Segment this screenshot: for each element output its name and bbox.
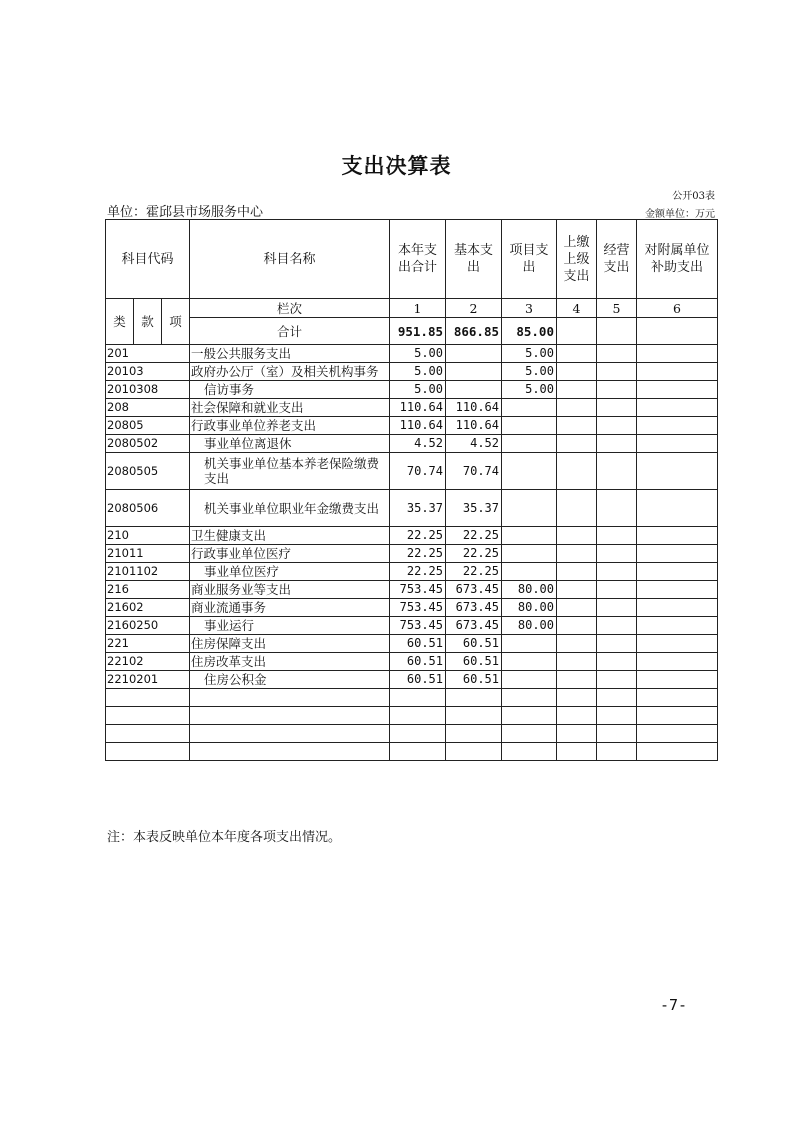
row-c1: 22.25 — [390, 563, 446, 581]
table-row — [106, 363, 718, 381]
row-c3: 5.00 — [502, 381, 557, 399]
empty-cell — [637, 689, 718, 707]
empty-cell — [106, 725, 190, 743]
row-col4 — [557, 399, 597, 417]
empty-cell — [106, 743, 190, 761]
row-code: 20805 — [106, 417, 190, 435]
total-row — [106, 318, 718, 345]
row-c2: 22.25 — [446, 563, 502, 581]
table-row — [106, 653, 718, 671]
row-col5 — [597, 545, 637, 563]
row-col5 — [597, 363, 637, 381]
header-col1: 本年支出合计 — [390, 220, 446, 299]
total-col5 — [597, 318, 637, 345]
row-code: 221 — [106, 635, 190, 653]
header-col6: 对附属单位补助支出 — [637, 220, 718, 299]
row-col4 — [557, 417, 597, 435]
header-col5: 经营支出 — [597, 220, 637, 299]
table-row — [106, 581, 718, 599]
total-col1: 951.85 — [390, 318, 446, 345]
row-col6 — [637, 653, 718, 671]
row-c1: 753.45 — [390, 617, 446, 635]
table-row — [106, 617, 718, 635]
row-c3 — [502, 399, 557, 417]
row-col5 — [597, 453, 637, 490]
row-name: 住房公积金 — [190, 671, 390, 689]
header-name: 科目名称 — [190, 220, 390, 299]
row-col4 — [557, 345, 597, 363]
row-col5 — [597, 435, 637, 453]
row-c3 — [502, 545, 557, 563]
row-name: 政府办公厅（室）及相关机构事务 — [190, 363, 390, 381]
row-code: 2210201 — [106, 671, 190, 689]
row-code: 2160250 — [106, 617, 190, 635]
row-c3 — [502, 527, 557, 545]
row-c2: 35.37 — [446, 490, 502, 527]
empty-cell — [390, 725, 446, 743]
row-c2 — [446, 381, 502, 399]
row-name: 住房改革支出 — [190, 653, 390, 671]
total-col3: 85.00 — [502, 318, 557, 345]
total-label: 合计 — [190, 318, 390, 345]
row-col4 — [557, 363, 597, 381]
row-code: 210 — [106, 527, 190, 545]
row-code: 22102 — [106, 653, 190, 671]
table-row — [106, 671, 718, 689]
row-c1: 35.37 — [390, 490, 446, 527]
row-col6 — [637, 545, 718, 563]
row-c3 — [502, 490, 557, 527]
col-number-2: 2 — [446, 299, 502, 318]
empty-cell — [502, 689, 557, 707]
row-col4 — [557, 527, 597, 545]
row-col5 — [597, 345, 637, 363]
empty-row — [106, 743, 718, 761]
empty-row — [106, 725, 718, 743]
row-col6 — [637, 417, 718, 435]
row-col6 — [637, 363, 718, 381]
row-col4 — [557, 671, 597, 689]
row-name: 一般公共服务支出 — [190, 345, 390, 363]
row-col5 — [597, 417, 637, 435]
header-col2: 基本支出 — [446, 220, 502, 299]
row-c1: 70.74 — [390, 453, 446, 490]
row-c1: 4.52 — [390, 435, 446, 453]
col-number-4: 4 — [557, 299, 597, 318]
row-col6 — [637, 453, 718, 490]
empty-cell — [106, 707, 190, 725]
row-c2 — [446, 363, 502, 381]
row-c3: 5.00 — [502, 345, 557, 363]
row-name: 机关事业单位基本养老保险缴费支出 — [190, 453, 390, 490]
row-c3 — [502, 417, 557, 435]
row-name: 事业单位医疗 — [190, 563, 390, 581]
row-c1: 753.45 — [390, 599, 446, 617]
row-col6 — [637, 671, 718, 689]
row-col4 — [557, 563, 597, 581]
table-row — [106, 527, 718, 545]
row-col6 — [637, 490, 718, 527]
table-row — [106, 435, 718, 453]
row-col4 — [557, 490, 597, 527]
row-code: 216 — [106, 581, 190, 599]
empty-cell — [557, 707, 597, 725]
page-title: 支出决算表 — [341, 154, 452, 178]
row-col4 — [557, 653, 597, 671]
empty-cell — [637, 743, 718, 761]
row-col6 — [637, 563, 718, 581]
total-col4 — [557, 318, 597, 345]
row-c2: 673.45 — [446, 599, 502, 617]
header-lanci: 栏次 — [190, 299, 390, 318]
table-row — [106, 545, 718, 563]
row-c1: 5.00 — [390, 363, 446, 381]
amount-unit: 金额单位：万元 — [645, 209, 715, 220]
row-col4 — [557, 581, 597, 599]
empty-cell — [190, 689, 390, 707]
empty-cell — [190, 707, 390, 725]
table-row — [106, 599, 718, 617]
row-c1: 753.45 — [390, 581, 446, 599]
row-c3 — [502, 563, 557, 581]
unit-label: 单位：霍邱县市场服务中心 — [107, 205, 264, 220]
row-col5 — [597, 671, 637, 689]
header-xiang: 项 — [162, 299, 190, 345]
row-c1: 110.64 — [390, 399, 446, 417]
row-col4 — [557, 617, 597, 635]
empty-cell — [637, 707, 718, 725]
row-c3 — [502, 671, 557, 689]
row-col5 — [597, 563, 637, 581]
row-c2: 22.25 — [446, 527, 502, 545]
header-lei: 类 — [106, 299, 134, 345]
row-c1: 5.00 — [390, 381, 446, 399]
row-col5 — [597, 635, 637, 653]
row-col5 — [597, 617, 637, 635]
empty-cell — [390, 707, 446, 725]
row-name: 行政事业单位养老支出 — [190, 417, 390, 435]
row-col6 — [637, 635, 718, 653]
row-name: 事业运行 — [190, 617, 390, 635]
empty-cell — [597, 725, 637, 743]
empty-cell — [557, 743, 597, 761]
row-col6 — [637, 399, 718, 417]
empty-cell — [446, 743, 502, 761]
row-c2: 110.64 — [446, 417, 502, 435]
expenditure-table — [105, 219, 718, 761]
table-row — [106, 490, 718, 527]
empty-cell — [637, 725, 718, 743]
row-c2: 110.64 — [446, 399, 502, 417]
table-row — [106, 399, 718, 417]
row-col5 — [597, 599, 637, 617]
row-c1: 60.51 — [390, 671, 446, 689]
table-row — [106, 453, 718, 490]
empty-cell — [597, 689, 637, 707]
row-col5 — [597, 581, 637, 599]
row-col4 — [557, 635, 597, 653]
total-col6 — [637, 318, 718, 345]
row-name: 事业单位离退休 — [190, 435, 390, 453]
row-code: 2080505 — [106, 453, 190, 490]
row-code: 201 — [106, 345, 190, 363]
row-col6 — [637, 599, 718, 617]
header-col3: 项目支出 — [502, 220, 557, 299]
row-name: 卫生健康支出 — [190, 527, 390, 545]
col-number-1: 1 — [390, 299, 446, 318]
row-code: 2101102 — [106, 563, 190, 581]
row-col5 — [597, 527, 637, 545]
row-c3: 80.00 — [502, 617, 557, 635]
page-number: -7- — [660, 996, 688, 1014]
row-c2: 60.51 — [446, 653, 502, 671]
empty-cell — [390, 743, 446, 761]
col-number-3: 3 — [502, 299, 557, 318]
row-name: 行政事业单位医疗 — [190, 545, 390, 563]
row-code: 2080502 — [106, 435, 190, 453]
row-code: 2080506 — [106, 490, 190, 527]
row-col4 — [557, 435, 597, 453]
row-c2: 673.45 — [446, 617, 502, 635]
header-col4: 上缴上级支出 — [557, 220, 597, 299]
row-c2: 70.74 — [446, 453, 502, 490]
row-col5 — [597, 653, 637, 671]
empty-row — [106, 689, 718, 707]
total-col2: 866.85 — [446, 318, 502, 345]
row-col4 — [557, 599, 597, 617]
row-col6 — [637, 435, 718, 453]
row-name: 住房保障支出 — [190, 635, 390, 653]
row-c2: 673.45 — [446, 581, 502, 599]
empty-cell — [446, 707, 502, 725]
row-name: 机关事业单位职业年金缴费支出 — [190, 490, 390, 527]
row-name: 商业服务业等支出 — [190, 581, 390, 599]
empty-cell — [557, 725, 597, 743]
row-c3 — [502, 653, 557, 671]
table-row — [106, 381, 718, 399]
row-name: 社会保障和就业支出 — [190, 399, 390, 417]
empty-cell — [557, 689, 597, 707]
header-row — [106, 220, 718, 299]
row-name: 信访事务 — [190, 381, 390, 399]
table-row — [106, 417, 718, 435]
row-col6 — [637, 381, 718, 399]
row-code: 21602 — [106, 599, 190, 617]
row-col6 — [637, 345, 718, 363]
row-col4 — [557, 381, 597, 399]
row-col4 — [557, 453, 597, 490]
row-col6 — [637, 527, 718, 545]
header-kuan: 款 — [134, 299, 162, 345]
row-name: 商业流通事务 — [190, 599, 390, 617]
row-c1: 110.64 — [390, 417, 446, 435]
row-c2: 4.52 — [446, 435, 502, 453]
empty-cell — [446, 689, 502, 707]
row-col5 — [597, 381, 637, 399]
header-code: 科目代码 — [106, 220, 190, 299]
row-c1: 22.25 — [390, 527, 446, 545]
row-c2: 22.25 — [446, 545, 502, 563]
empty-cell — [597, 707, 637, 725]
row-col4 — [557, 545, 597, 563]
empty-cell — [502, 707, 557, 725]
empty-cell — [502, 743, 557, 761]
column-number-row — [106, 299, 718, 318]
row-col6 — [637, 581, 718, 599]
row-code: 2010308 — [106, 381, 190, 399]
col-number-6: 6 — [637, 299, 718, 318]
table-note: 注：本表反映单位本年度各项支出情况。 — [107, 830, 342, 845]
row-c1: 22.25 — [390, 545, 446, 563]
row-c3 — [502, 435, 557, 453]
row-c2: 60.51 — [446, 671, 502, 689]
row-c3: 80.00 — [502, 581, 557, 599]
row-col6 — [637, 617, 718, 635]
row-c3: 5.00 — [502, 363, 557, 381]
row-c1: 5.00 — [390, 345, 446, 363]
col-number-5: 5 — [597, 299, 637, 318]
row-c1: 60.51 — [390, 635, 446, 653]
empty-cell — [190, 743, 390, 761]
empty-cell — [597, 743, 637, 761]
row-c2: 60.51 — [446, 635, 502, 653]
row-c1: 60.51 — [390, 653, 446, 671]
row-c3 — [502, 453, 557, 490]
empty-cell — [190, 725, 390, 743]
row-c3: 80.00 — [502, 599, 557, 617]
row-col5 — [597, 399, 637, 417]
empty-cell — [390, 689, 446, 707]
table-row — [106, 563, 718, 581]
row-code: 20103 — [106, 363, 190, 381]
form-number: 公开03表 — [672, 191, 715, 202]
table-row — [106, 635, 718, 653]
row-c3 — [502, 635, 557, 653]
row-c2 — [446, 345, 502, 363]
row-code: 21011 — [106, 545, 190, 563]
empty-cell — [502, 725, 557, 743]
table-row — [106, 345, 718, 363]
row-code: 208 — [106, 399, 190, 417]
empty-cell — [106, 689, 190, 707]
empty-row — [106, 707, 718, 725]
row-col5 — [597, 490, 637, 527]
empty-cell — [446, 725, 502, 743]
